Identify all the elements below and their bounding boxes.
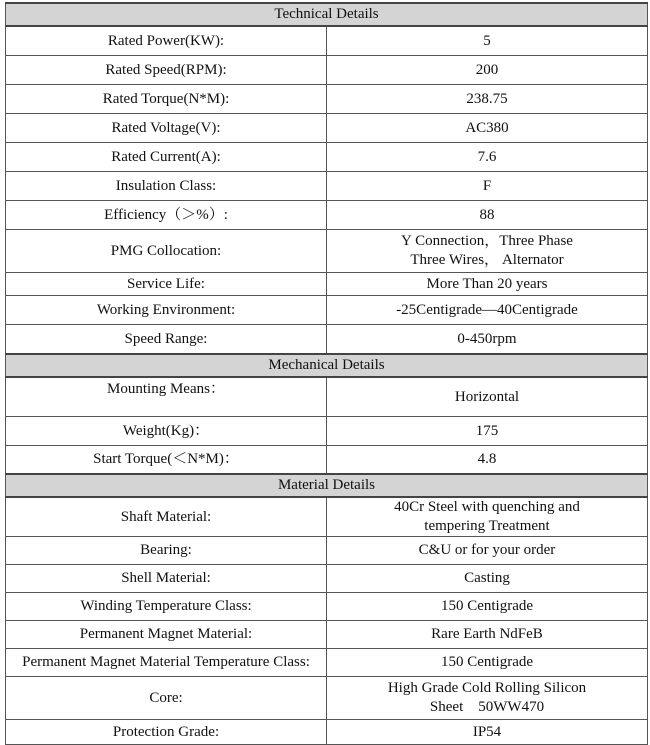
table-row <box>6 565 648 593</box>
spec-table <box>5 2 648 745</box>
table-row <box>6 85 648 114</box>
spec-label: Rated Speed(RPM): <box>6 56 327 85</box>
spec-label: Winding Temperature Class: <box>6 593 327 621</box>
spec-label: Core: <box>6 677 327 720</box>
section-header-technical <box>6 3 648 26</box>
spec-value-line: High Grade Cold Rolling Silicon <box>387 680 587 696</box>
spec-value: AC380 <box>327 114 648 143</box>
spec-label: Service Life: <box>6 273 327 296</box>
section-title: Material Details <box>6 474 648 497</box>
table-row <box>6 417 648 446</box>
table-row <box>6 497 648 537</box>
spec-label: Rated Power(KW): <box>6 26 327 56</box>
table-row <box>6 143 648 172</box>
section-header-material <box>6 474 648 497</box>
spec-value: Casting <box>327 565 648 593</box>
table-row <box>6 621 648 649</box>
spec-value-line: Y Connection，Three Phase <box>401 233 573 249</box>
spec-value: -25Centigrade—40Centigrade <box>327 296 648 325</box>
spec-label: Insulation Class: <box>6 172 327 201</box>
spec-value: IP54 <box>327 720 648 745</box>
table-row <box>6 377 648 417</box>
spec-value: 5 <box>327 26 648 56</box>
spec-value <box>327 497 648 537</box>
spec-value: 238.75 <box>327 85 648 114</box>
table-row <box>6 56 648 85</box>
spec-value-line: 40Cr Steel with quenching and <box>394 499 580 515</box>
spec-value: C&U or for your order <box>327 537 648 565</box>
spec-value: 200 <box>327 56 648 85</box>
spec-value-line: tempering Treatment <box>424 518 550 534</box>
spec-label: Weight(Kg)： <box>6 417 327 446</box>
spec-value: 88 <box>327 201 648 230</box>
table-row <box>6 201 648 230</box>
spec-value: Horizontal <box>327 377 648 417</box>
section-title: Mechanical Details <box>6 354 648 377</box>
spec-label: Rated Torque(N*M): <box>6 85 327 114</box>
table-row <box>6 593 648 621</box>
spec-value-line: Sheet 50WW470 <box>429 699 545 715</box>
table-row <box>6 446 648 475</box>
spec-label: Start Torque(＜N*M)： <box>6 446 327 475</box>
table-row <box>6 296 648 325</box>
spec-value <box>327 230 648 273</box>
spec-label: Permanent Magnet Material: <box>6 621 327 649</box>
spec-label: Efficiency（＞%）: <box>6 201 327 230</box>
spec-value: 4.8 <box>327 446 648 475</box>
spec-label: Mounting Means： <box>6 377 327 417</box>
spec-label: PMG Collocation: <box>6 230 327 273</box>
spec-value: 175 <box>327 417 648 446</box>
section-header-mechanical <box>6 354 648 377</box>
table-row <box>6 649 648 677</box>
spec-label: Permanent Magnet Material Temperature Class: <box>6 649 327 677</box>
spec-value: 7.6 <box>327 143 648 172</box>
table-row <box>6 114 648 143</box>
table-row <box>6 677 648 720</box>
table-row <box>6 172 648 201</box>
spec-value: 150 Centigrade <box>327 649 648 677</box>
spec-label: Rated Voltage(V): <box>6 114 327 143</box>
spec-label: Shaft Material: <box>6 497 327 537</box>
spec-label: Shell Material: <box>6 565 327 593</box>
spec-value: 150 Centigrade <box>327 593 648 621</box>
spec-label: Working Environment: <box>6 296 327 325</box>
section-title: Technical Details <box>6 3 648 26</box>
table-row <box>6 26 648 56</box>
spec-value <box>327 677 648 720</box>
table-row <box>6 273 648 296</box>
spec-value: F <box>327 172 648 201</box>
spec-value-line: Three Wires， Alternator <box>410 252 564 268</box>
spec-label: Speed Range: <box>6 325 327 355</box>
table-row <box>6 230 648 273</box>
spec-label: Protection Grade: <box>6 720 327 745</box>
spec-label: Rated Current(A): <box>6 143 327 172</box>
spec-value: 0-450rpm <box>327 325 648 355</box>
spec-value: Rare Earth NdFeB <box>327 621 648 649</box>
spec-value: More Than 20 years <box>327 273 648 296</box>
table-row <box>6 720 648 745</box>
table-row <box>6 537 648 565</box>
table-row <box>6 325 648 355</box>
spec-label: Bearing: <box>6 537 327 565</box>
